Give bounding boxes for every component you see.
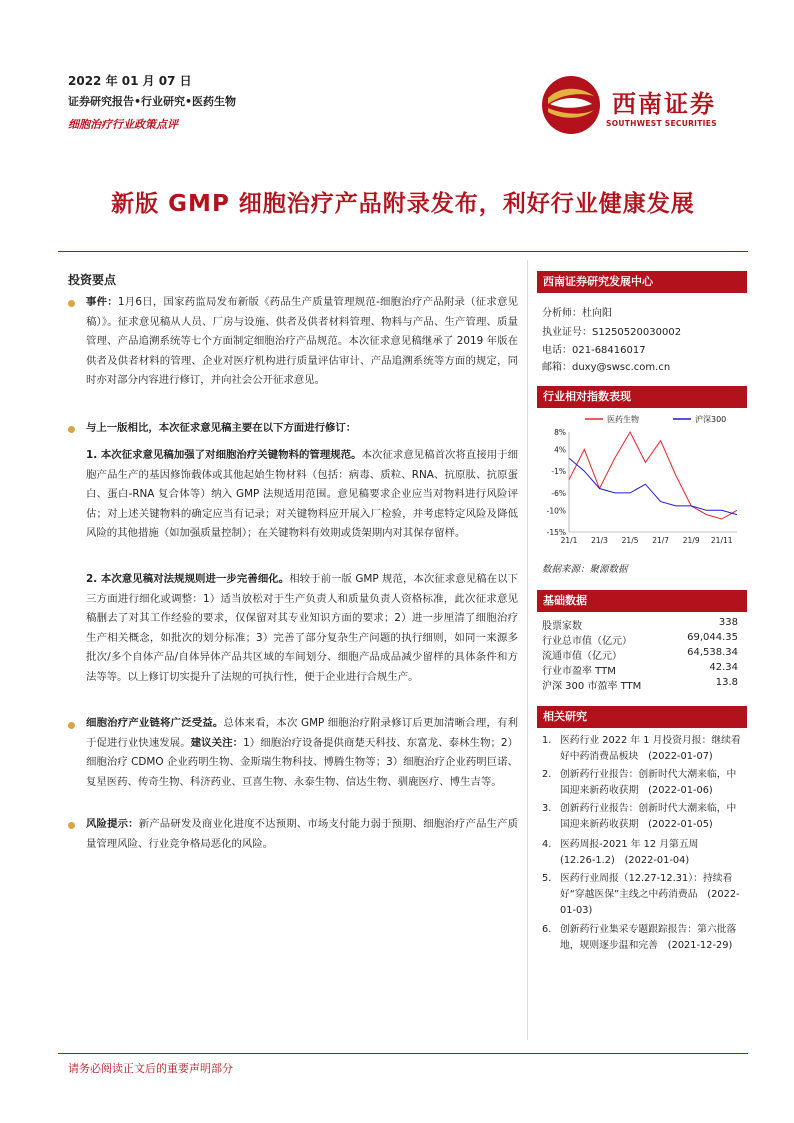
basic-data-row	[542, 647, 738, 662]
bullet-icon	[68, 300, 75, 307]
series-line	[569, 432, 737, 519]
event-label: 事件：	[86, 296, 118, 308]
bullet-icon	[68, 822, 75, 829]
x-tick-label: 21/7	[652, 536, 670, 545]
analyst-email: 邮箱：duxy@swsc.com.cn	[542, 362, 671, 373]
research-center-header: 西南证券研究发展中心	[537, 271, 747, 293]
revision-point-1-text: 本次征求意见稿首次将直接用于细胞产品生产的基因修饰载体或其他起始生物材料（包括：病毒、质粒、RNA、抗原肽、抗原蛋白、蛋白-RNA 复合体等）纳入 GMP 法规适用范围。意见稿要求企业应当对物料进行风险评估；对上述关键物料的确定应当有记录；对关键物料应开展入厂检验，并考虑特定风险及降低风险的其他措施（如加强质量控制）；在关键物料有效期或货架期内对其保存留样。	[86, 449, 519, 540]
basic-data-row	[542, 617, 738, 632]
x-tick-label: 21/11	[710, 536, 733, 545]
related-research-item[interactable]	[542, 767, 742, 799]
related-research-number: 6.	[542, 924, 552, 935]
legend-label: 沪深300	[695, 415, 727, 424]
related-research-title: 医药周报-2021 年 12 月第五周 (12.26-1.2) (2022-01-04)	[560, 839, 709, 866]
risk-label: 风险提示：	[86, 818, 139, 830]
x-tick-label: 21/3	[591, 536, 608, 545]
x-tick-label: 21/9	[682, 536, 700, 545]
x-tick-label: 21/5	[621, 536, 639, 545]
basic-data-row	[542, 632, 738, 647]
related-research-title: 创新药行业报告：创新时代大潮来临，中国迎来新药收获期 (2022-01-05)	[560, 803, 737, 830]
revision-intro-text: 与上一版相比，本次征求意见稿主要在以下方面进行修订：	[86, 422, 357, 434]
y-tick-label: 4%	[554, 445, 566, 455]
event-paragraph	[86, 293, 518, 391]
basic-data-row	[542, 662, 738, 677]
related-research-number: 2.	[542, 769, 552, 780]
industry-label: 细胞治疗产业链将广泛受益。	[86, 717, 224, 729]
basic-data-value: 338	[718, 617, 738, 628]
event-text: 1月6日，国家药监局发布新版《药品生产质量管理规范-细胞治疗产品附录（征求意见稿）》。征求意见稿从人员、厂房与设施、供者及供者材料管理、物料与产品、生产管理、质量管理、产品追溯系统等七个方面制定细胞治疗产品规范。本次征求意见稿继承了 2019 年版在供者及供者材料的管理、企业对医疗机构进行质量评估审计、产品追溯系统等方面的规定，同时亦对部分内容进行修订，并向社会公开征求意见。	[86, 296, 519, 387]
basic-data-label: 沪深 300 市盈率 TTM	[542, 681, 642, 692]
industry-paragraph	[86, 714, 518, 792]
basic-data-label: 股票家数	[542, 621, 582, 632]
section-title: 投资要点	[68, 273, 117, 287]
industry-text: 总体来看，本次 GMP 细胞治疗附录修订后更加清晰合理，有利于促进行业快速发展。	[86, 717, 518, 749]
bullet-icon	[68, 426, 75, 433]
y-tick-label: 8%	[554, 428, 566, 437]
perf-header: 行业相对指数表现	[537, 386, 747, 408]
related-research-title: 医药行业周报（12.27-12.31）：持续看好“穿越医保”主线之中药消费品 (2022-01-03)	[560, 873, 740, 916]
basic-data-value: 69,044.35	[687, 632, 738, 643]
revision-point-1-label: 1. 本次征求意见稿加强了对细胞治疗关键物料的管理规范。	[86, 449, 362, 461]
related-research-number: 4.	[542, 839, 552, 850]
logo-text-cn: 西南证券	[612, 90, 716, 118]
analyst-phone: 电话：021-68416017	[542, 345, 646, 356]
logo-text-en: SOUTHWEST SECURITIES	[606, 119, 717, 128]
related-research-item[interactable]	[542, 801, 742, 833]
related-research-title: 创新药行业报告：创新时代大潮来临，中国迎来新药收获期 (2022-01-06)	[560, 769, 737, 796]
series-line	[569, 458, 737, 514]
related-research-number: 5.	[542, 873, 552, 884]
revision-point-1	[86, 446, 518, 544]
revision-point-2-label: 2. 本次意见稿对法规规则进一步完善细化。	[86, 573, 290, 585]
basic-data-row	[542, 677, 738, 692]
bullet-icon	[68, 722, 75, 729]
risk-paragraph	[86, 815, 518, 854]
y-tick-label: -1%	[551, 467, 566, 477]
x-tick-label: 21/1	[560, 536, 578, 545]
report-subtitle: 细胞治疗行业政策点评	[68, 118, 178, 131]
page-title: 新版 GMP 细胞治疗产品附录发布，利好行业健康发展	[111, 191, 695, 217]
logo-mark-icon	[540, 74, 602, 136]
y-tick-label: -15%	[546, 528, 566, 537]
basic-data-value: 64,538.34	[687, 647, 738, 658]
related-research-number: 1.	[542, 735, 552, 746]
report-type: 证券研究报告•行业研究•医药生物	[68, 95, 237, 108]
related-research-item[interactable]	[542, 837, 742, 869]
basic-data-label: 流通市值（亿元）	[542, 651, 622, 662]
related-research-number: 3.	[542, 803, 552, 814]
legend-label: 医药生物	[607, 415, 639, 424]
revision-intro	[86, 419, 518, 439]
revision-point-2-text: 相较于前一版 GMP 规范，本次征求意见稿在以下三方面进行细化或调整：1）适当放松对于生产负责人和质量负责人资格标准，此次征求意见稿删去了对其工作经验的要求，仅保留对其专业知识方面的要求；2）进一步厘清了细胞治疗生产相关概念，如批次的划分标准；3）完善了部分复杂生产问题的执行细则，如同一来源多批次/多个自体产品/自体异体产品共区域的车间划分、细胞产品成品减少留样的具体条件和方法等等。以上修订切实提升了法规的可执行性，便于企业进行合规生产。	[86, 573, 518, 683]
basic-data-label: 行业市盈率 TTM	[542, 666, 616, 677]
related-research-title: 创新药行业集采专题跟踪报告：第六批落地，规则逐步温和完善 (2021-12-29)	[560, 924, 737, 951]
relative-performance-chart	[537, 410, 747, 555]
basic-data-value: 42.34	[709, 662, 738, 673]
related-research-item[interactable]	[542, 733, 742, 765]
report-date: 2022 年 01 月 07 日	[68, 74, 192, 88]
basic-data-value: 13.8	[715, 677, 738, 688]
data-source: 数据来源：聚源数据	[542, 564, 628, 575]
basic-data-header: 基础数据	[537, 590, 747, 612]
revision-point-2	[86, 570, 518, 688]
related-research-header: 相关研究	[537, 706, 747, 728]
analyst-name: 分析师：杜向阳	[542, 308, 612, 319]
basic-data-label: 行业总市值（亿元）	[542, 636, 632, 647]
footer-notice: 请务必阅读正文后的重要声明部分	[68, 1062, 233, 1075]
analyst-license: 执业证号：S1250520030002	[542, 327, 682, 338]
y-tick-label: -6%	[551, 488, 566, 498]
industry-text-2: 1）细胞治疗设备提供商楚天科技、东富龙、泰林生物；2）细胞治疗 CDMO 企业药明生物、金斯瑞生物科技、博腾生物等；3）细胞治疗企业药明巨诺、复星医药、传奇生物、科济药业、亘喜生物、永泰生物、信达生物、驯鹿医疗、博生吉等。	[86, 736, 519, 788]
related-research-title: 医药行业 2022 年 1 月投资月报：继续看好中药消费品板块 (2022-01-07)	[560, 735, 741, 762]
title-divider	[58, 251, 748, 252]
related-research-item[interactable]	[542, 922, 742, 954]
footer-divider	[58, 1053, 748, 1054]
column-divider	[527, 260, 528, 1040]
risk-text: 新产品研发及商业化进度不达预期、市场支付能力弱于预期、细胞治疗产品生产质量管理风险、行业竞争格局恶化的风险。	[86, 818, 518, 850]
y-tick-label: -10%	[546, 506, 566, 516]
related-research-item[interactable]	[542, 871, 742, 919]
industry-label-2: 建议关注：	[190, 736, 244, 749]
